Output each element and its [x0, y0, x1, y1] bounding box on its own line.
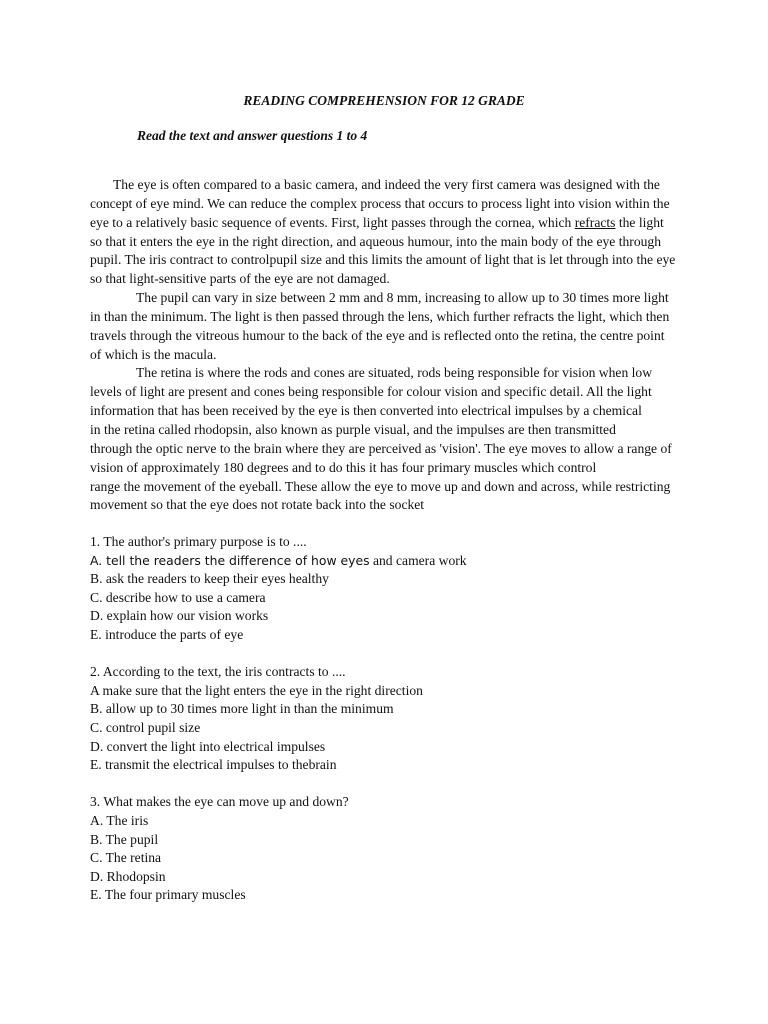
passage-line: range the movement of the eyeball. These allow the eye to move up and down and across, while restricting: [90, 478, 671, 494]
question-stem: 2. According to the text, the iris contracts to ....: [90, 664, 346, 680]
answer-option: B. allow up to 30 times more light in than the minimum: [90, 701, 394, 717]
answer-option: B. ask the readers to keep their eyes healthy: [90, 571, 329, 587]
answer-option: B. The pupil: [90, 831, 159, 847]
passage-line: movement so that the eye does not rotate back into the socket: [90, 497, 425, 513]
passage-line: concept of eye mind. We can reduce the complex process that occurs to process light into vision within the: [90, 195, 670, 211]
passage-line: information that has been received by the eye is then converted into electrical impulses by a chemical: [90, 403, 642, 419]
paragraph-2: [90, 289, 690, 364]
passage-line: so that light-sensitive parts of the eye are not damaged.: [90, 271, 390, 287]
option-text: A. tell the readers the difference of how eyes: [90, 552, 370, 568]
passage-line: travels through the vitreous humour to the back of the eye and is reflected onto the retina, the centre point: [90, 327, 665, 343]
passage-line: of which is the macula.: [90, 346, 217, 362]
passage-line: pupil. The iris contract to controlpupil size and this limits the amount of light that is let through into the eye: [90, 252, 676, 268]
paragraph-3: [90, 364, 690, 515]
passage-line: The retina is where the rods and cones are situated, rods being responsible for vision when low: [136, 365, 653, 381]
option-text: and camera work: [369, 552, 467, 568]
passage-line: vision of approximately 180 degrees and to do this it has four primary muscles which control: [90, 459, 597, 475]
answer-option: E. transmit the electrical impulses to thebrain: [90, 757, 337, 773]
question-2: [90, 663, 690, 775]
answer-option: D. explain how our vision works: [90, 608, 269, 624]
question-stem: 1. The author's primary purpose is to ....: [90, 534, 307, 549]
question-list: [90, 533, 690, 923]
passage-line: through the optic nerve to the brain where they are perceived as 'vision'. The eye moves to allow a range of: [90, 440, 672, 456]
answer-option: E. The four primary muscles: [90, 887, 246, 903]
instruction-text: Read the text and answer questions 1 to 4: [137, 128, 368, 143]
underlined-word: refracts: [574, 214, 616, 230]
paragraph-1: [90, 176, 690, 289]
reading-passage: [90, 176, 690, 515]
answer-option: C. describe how to use a camera: [90, 589, 266, 605]
passage-line: The eye is often compared to a basic camera, and indeed the very first camera was designed with the: [113, 177, 660, 192]
answer-option: C. The retina: [90, 850, 162, 866]
passage-line: so that it enters the eye in the right direction, and aqueous humour, into the main body of the eye through: [90, 233, 662, 249]
question-3: [90, 793, 690, 905]
question-stem: 3. What makes the eye can move up and down?: [90, 794, 349, 810]
answer-option: D. convert the light into electrical impulses: [90, 738, 326, 754]
passage-line: [90, 214, 690, 233]
passage-text: the light: [615, 214, 664, 230]
answer-option: A. The iris: [90, 812, 149, 828]
answer-option: [90, 552, 690, 571]
passage-line: in than the minimum. The light is then passed through the lens, which further refracts the light, which then: [90, 308, 670, 324]
passage-line: levels of light are present and cones being responsible for colour vision and specific detail. All the light: [90, 384, 652, 400]
answer-option: E. introduce the parts of eye: [90, 626, 244, 642]
answer-option: D. Rhodopsin: [90, 868, 166, 884]
question-1: [90, 533, 690, 645]
passage-line: in the retina called rhodopsin, also known as purple visual, and the impulses are then transmitted: [90, 421, 616, 437]
answer-option: A make sure that the light enters the eye in the right direction: [90, 682, 423, 698]
passage-line: The pupil can vary in size between 2 mm and 8 mm, increasing to allow up to 30 times more light: [136, 290, 669, 306]
passage-text: eye to a relatively basic sequence of events. First, light passes through the cornea, which: [90, 214, 575, 230]
document-title: READING COMPREHENSION FOR 12 GRADE: [243, 93, 525, 108]
answer-option: C. control pupil size: [90, 719, 201, 735]
